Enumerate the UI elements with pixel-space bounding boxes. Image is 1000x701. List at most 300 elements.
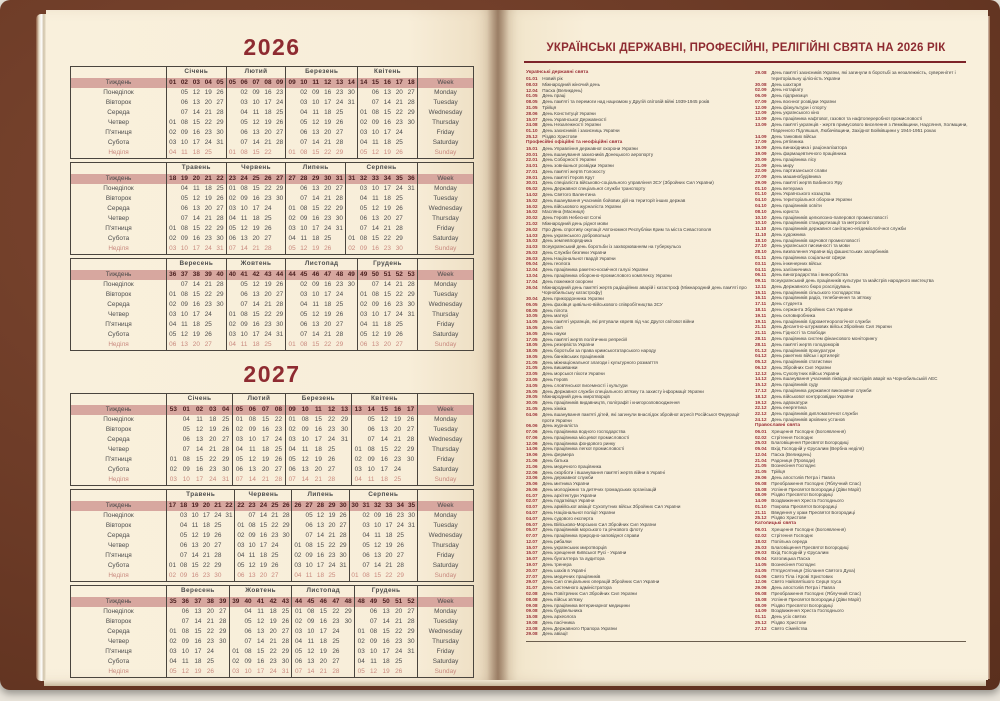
date-cell: 14 (383, 98, 391, 106)
date-cell: 27 (336, 320, 344, 328)
date-cell: 11 (252, 108, 260, 116)
holiday-entry: 15.03 День землевпорядника (526, 238, 593, 244)
holiday-date: 25.03 (755, 440, 767, 446)
holiday-date: 14.09 (755, 498, 767, 504)
holiday-entry: 12.09 День фізкультури і спорту (755, 104, 827, 110)
week-number-cell: 49 (346, 270, 358, 280)
week-number-cell: 48 (342, 597, 355, 607)
date-cell: 21 (202, 551, 210, 559)
date-cell: 13 (252, 128, 260, 136)
weekday-label-ua: П'ятниця (71, 551, 167, 561)
calendar-2026-blocks (70, 66, 474, 351)
holiday-date: 12.04 (755, 451, 767, 457)
date-cell: 09 (371, 118, 379, 126)
date-cell: 13 (316, 521, 325, 529)
holiday-date: 01.10 (755, 191, 767, 197)
date-cell: 04 (182, 415, 190, 423)
week-number-cell: 39 (229, 597, 242, 607)
date-cell: 13 (312, 128, 320, 136)
date-cell: 03 (351, 465, 364, 475)
date-cell: 15 (192, 224, 200, 232)
holiday-date: 21.04 (755, 457, 767, 463)
date-cell: 24 (204, 310, 212, 318)
date-cell: 27 (216, 204, 224, 212)
week-number-cell: 32 (372, 501, 383, 511)
holiday-entry: 20.02 День Героїв Небесної Сотні (526, 215, 602, 221)
week-number-cell: 39 (217, 597, 230, 607)
date-cell: 24 (204, 138, 212, 146)
weekday-label-en: Tuesday (418, 425, 474, 435)
date-cell: 13 (373, 551, 382, 559)
empty-date-cell (235, 511, 246, 521)
empty-date-cell (405, 667, 418, 678)
holiday-entry: 04.10 День працівників освіти (755, 202, 822, 208)
holiday-entry: 26.04 Міжнародний день пам'яті жертв радіаційних аварій і катастроф (Міжнародний день пам'яті про Чорнобильську катастрофу) (526, 284, 747, 296)
date-cell: 24 (271, 541, 279, 549)
calendar-quarter-table (70, 489, 474, 582)
holiday-entry: 06.12 День Збройних Сил України (755, 364, 831, 370)
date-cell: 25 (328, 571, 336, 579)
date-cell: 25 (395, 138, 403, 146)
date-cell: 06 (180, 541, 188, 549)
week-number-cell: 27 (274, 174, 286, 184)
date-cell: 20 (385, 551, 393, 559)
week-number-cell: 44 (292, 597, 305, 607)
holiday-date: 12.11 (755, 283, 767, 289)
date-cell: 30 (335, 214, 343, 222)
date-cell: 29 (216, 290, 224, 298)
date-cell: 15 (380, 445, 388, 453)
date-cell: 07 (292, 667, 305, 678)
date-cell: 19 (382, 667, 390, 675)
date-cell: 01 (167, 290, 179, 300)
date-cell: 18 (209, 415, 217, 423)
holiday-entry: 20.01 День вшанування захисників Донецького аеропорту (526, 151, 654, 157)
date-cell: 06 (292, 657, 305, 667)
date-cell: 15 (312, 148, 320, 156)
holiday-entry: 17.12 День працівника державної виконавчої служби (755, 387, 872, 393)
holiday-entry: 15.08 Успіння Пресвятої Богородиці (Діви Марії) (755, 486, 861, 492)
date-cell: 25 (222, 415, 230, 423)
empty-date-cell (406, 541, 417, 551)
date-cell: 30 (407, 300, 415, 308)
date-cell: 09 (312, 280, 320, 288)
date-cell: 19 (269, 617, 277, 625)
date-cell: 30 (344, 617, 352, 625)
date-cell: 12 (312, 310, 320, 318)
date-cell: 12 (371, 148, 379, 156)
date-cell: 15 (252, 310, 260, 318)
date-cell: 18 (382, 657, 390, 665)
date-cell: 12 (301, 455, 309, 463)
week-number-cell: 08 (262, 78, 274, 88)
date-cell: 04 (300, 108, 308, 116)
date-cell: 05 (286, 244, 298, 255)
holiday-entry: 23.06 День державної служби (526, 475, 594, 481)
holiday-date: 29.05 (526, 394, 538, 400)
date-cell: 06 (367, 425, 375, 433)
holiday-date: 15.08 (755, 486, 767, 492)
empty-date-cell (346, 300, 358, 310)
date-cell: 18 (383, 194, 391, 202)
date-cell: 16 (312, 214, 320, 222)
date-cell: 14 (192, 108, 200, 116)
date-cell: 22 (209, 455, 217, 463)
holiday-date: 01.10 (755, 503, 767, 509)
empty-date-cell (286, 128, 298, 138)
weekday-label-ua: П'ятниця (71, 647, 167, 657)
date-cell: 24 (209, 475, 217, 483)
date-cell: 10 (180, 244, 188, 252)
holiday-entry: 07.06 День працівника місцевої промисловості (526, 434, 630, 440)
holiday-date: 08.09 (755, 492, 767, 498)
holiday-date: 25.05 (526, 388, 538, 394)
holiday-entry: 15.12 День працівників суду (755, 382, 819, 388)
holiday-entry: 21.05 День вишиванки (526, 365, 578, 371)
holiday-entry: 22.12 День енергетика (755, 405, 807, 411)
weekday-label-en: Saturday (418, 465, 474, 475)
date-cell: 25 (395, 657, 403, 665)
holiday-date: 17.11 (755, 301, 767, 307)
month-name: Листопад (292, 586, 355, 598)
date-cell: 13 (312, 320, 320, 328)
date-cell: 30 (276, 320, 284, 328)
empty-date-cell (346, 320, 358, 330)
date-cell: 06 (240, 128, 248, 136)
date-cell: 08 (180, 118, 188, 126)
date-cell: 23 (269, 657, 277, 665)
date-cell: 01 (229, 647, 242, 657)
empty-date-cell (167, 435, 180, 445)
weekday-label-ua: Четвер (71, 118, 167, 128)
weekday-label-en: Thursday (418, 637, 474, 647)
date-cell: 14 (382, 617, 390, 625)
empty-date-cell (349, 531, 360, 541)
date-cell: 30 (407, 118, 415, 126)
holiday-date: 17.12 (755, 387, 767, 393)
week-number-cell: 19 (178, 174, 190, 184)
week-number-cell: 50 (369, 270, 381, 280)
date-cell: 05 (167, 667, 180, 678)
date-cell: 21 (394, 435, 402, 443)
holiday-entry: 06.01 Хрещення Господнє (Богоявлення) (755, 428, 846, 434)
date-cell: 10 (240, 330, 248, 338)
date-cell: 13 (380, 425, 388, 433)
holiday-entry: 22.12 День працівників дипломатичної служби (755, 411, 858, 417)
empty-date-cell (167, 607, 180, 617)
date-cell: 27 (274, 465, 283, 473)
date-cell: 04 (285, 445, 298, 455)
holiday-entry: 19.07 День тренера (526, 562, 572, 568)
date-cell: 01 (292, 607, 305, 617)
holiday-entry: 04.10 День територіальної оборони України (755, 197, 852, 203)
holiday-date: 02.07 (526, 498, 538, 504)
date-cell: 30 (340, 425, 349, 433)
date-cell: 28 (222, 445, 230, 453)
date-cell: 18 (312, 234, 320, 242)
holiday-entry: 21.11 Введення у храм Пресвятої Богородиці (755, 509, 856, 515)
date-cell: 20 (394, 425, 402, 433)
week-number-cell: 53 (167, 405, 180, 415)
empty-date-cell (167, 184, 179, 194)
date-cell: 04 (292, 637, 305, 647)
date-cell: 03 (358, 128, 370, 138)
holiday-entry: 28.11 День пам'яті жертв голодоморів (755, 341, 840, 347)
date-cell: 15 (312, 204, 320, 212)
week-number-cell: 40 (214, 270, 226, 280)
holiday-entry: 29.08 День авіації (526, 631, 568, 637)
empty-date-cell (338, 475, 351, 486)
date-cell: 14 (259, 511, 267, 519)
empty-date-cell (167, 617, 180, 627)
empty-date-cell (346, 290, 358, 300)
holiday-entry: 15.02 День вшанування учасників бойових дій на території інших держав (526, 197, 686, 203)
date-cell: 06 (233, 465, 246, 475)
weekday-label-ua: Вівторок (71, 425, 167, 435)
date-cell: 03 (285, 435, 298, 445)
week-number-cell: 16 (391, 405, 404, 415)
date-cell: 22 (385, 571, 393, 579)
week-number-cell: 40 (226, 270, 238, 280)
empty-date-cell (358, 98, 370, 108)
holiday-date: 27.09 (755, 174, 767, 180)
date-cell: 01 (226, 310, 238, 320)
date-cell: 15 (257, 647, 265, 655)
holiday-entry: 17.11 День студента (755, 301, 803, 307)
week-number-cell: 28 (298, 174, 310, 184)
date-cell: 07 (300, 330, 308, 338)
date-cell: 08 (180, 224, 188, 232)
date-cell: 02 (235, 531, 246, 541)
date-cell: 24 (396, 521, 404, 529)
date-cell: 19 (312, 244, 320, 252)
date-cell: 24 (264, 330, 272, 338)
date-cell: 25 (271, 551, 279, 559)
date-cell: 28 (395, 224, 403, 232)
date-cell: 02 (167, 300, 179, 310)
date-cell: 13 (301, 465, 309, 473)
date-cell: 11 (374, 531, 381, 539)
holiday-entry: 06.08 Преображення Господнє (Яблучний Спас) (755, 590, 862, 596)
weekday-label-en: Monday (418, 415, 474, 425)
week-number-cell: 41 (238, 270, 250, 280)
date-cell: 14 (312, 194, 320, 202)
date-cell: 04 (233, 445, 246, 455)
date-cell: 08 (307, 607, 315, 615)
week-number-cell: 18 (178, 501, 189, 511)
holiday-date: 29.06 (755, 585, 767, 591)
week-number-cell: 27 (303, 501, 314, 511)
week-label-ua: Тиждень (71, 78, 167, 88)
date-cell: 18 (192, 148, 200, 156)
weekday-label-ua: Понеділок (71, 607, 167, 617)
weekday-label-ua: Четвер (71, 214, 167, 224)
week-number-cell: 13 (351, 405, 364, 415)
date-cell: 03 (300, 290, 308, 298)
empty-date-cell (346, 148, 358, 159)
date-cell: 07 (300, 138, 308, 146)
date-cell: 22 (324, 204, 332, 212)
holiday-date: 26.06 (526, 486, 538, 492)
date-cell: 23 (206, 637, 214, 645)
date-cell: 28 (281, 637, 289, 645)
date-cell: 31 (340, 435, 349, 443)
date-cell: 23 (264, 194, 272, 202)
date-cell: 12 (252, 118, 260, 126)
calendar-page (46, 10, 498, 680)
date-cell: 22 (204, 290, 212, 298)
date-cell: 13 (312, 184, 320, 192)
date-cell: 08 (240, 184, 248, 192)
empty-date-cell (217, 657, 230, 667)
date-cell: 03 (292, 627, 305, 637)
date-cell: 04 (180, 184, 188, 192)
date-cell: 14 (380, 435, 388, 443)
holiday-date: 12.06 (526, 440, 538, 446)
holiday-entry: 13.09 День пам'яті українців - жертв примусового виселення з Лемківщини, Надсяння, Холмщини, Південного Підляшшя, Любачівщини, Західної Бойківщини у 1944-1951 роках (755, 122, 968, 133)
month-name: Січень (184, 68, 209, 76)
date-cell: 19 (383, 330, 391, 338)
weekday-label-ua: Понеділок (71, 184, 167, 194)
empty-date-cell (342, 647, 355, 657)
holiday-date: 16.02 (526, 203, 538, 209)
date-cell: 08 (240, 148, 248, 156)
date-cell: 16 (195, 465, 204, 473)
date-cell: 02 (300, 88, 308, 96)
holiday-date: 13.09 (755, 122, 767, 128)
date-cell: 04 (226, 214, 238, 224)
date-cell: 02 (167, 465, 180, 475)
holiday-date: 29.03 (755, 550, 767, 556)
date-cell: 26 (271, 561, 279, 569)
date-cell: 09 (180, 234, 188, 242)
date-cell: 02 (226, 194, 238, 204)
empty-date-cell (281, 551, 292, 561)
week-number-cell: 14 (346, 78, 358, 88)
holiday-entry: 24.01 День зовнішньої розвідки України (526, 163, 614, 169)
empty-date-cell (226, 138, 238, 148)
week-number-cell: 24 (238, 174, 250, 184)
date-cell: 04 (240, 108, 248, 116)
holiday-date: 15.07 (526, 550, 538, 556)
date-cell: 22 (206, 627, 214, 635)
date-cell: 08 (300, 204, 308, 212)
holiday-entry: 30.04 День прикордонника України (526, 296, 604, 302)
date-cell: 16 (194, 637, 202, 645)
date-cell: 27 (281, 627, 289, 635)
week-number-cell: 44 (274, 270, 286, 280)
date-cell: 26 (216, 194, 224, 202)
weekday-label-en: Friday (418, 551, 474, 561)
date-cell: 15 (252, 184, 260, 192)
date-cell: 06 (358, 340, 370, 351)
holiday-date: 27.12 (755, 625, 767, 631)
date-cell: 31 (222, 475, 230, 483)
holiday-entry: 02.02 Стрітення Господнє (755, 533, 814, 539)
date-cell: 14 (307, 667, 315, 675)
weekday-label-en: Sunday (418, 148, 474, 159)
date-cell: 02 (358, 118, 370, 128)
date-cell: 21 (319, 667, 327, 675)
date-cell: 03 (226, 204, 238, 214)
date-cell: 03 (358, 310, 370, 320)
empty-date-cell (167, 98, 179, 108)
holiday-entry: 18.12 День військової контррозвідки України (755, 393, 854, 399)
date-cell: 20 (264, 128, 272, 136)
date-cell: 25 (281, 607, 289, 615)
holiday-entry: 06.09 День підприємця (755, 93, 808, 99)
holiday-date: 05.05 (526, 301, 538, 307)
date-cell: 03 (167, 475, 180, 486)
week-number-cell: 47 (330, 597, 343, 607)
date-cell: 08 (180, 561, 188, 569)
date-cell: 27 (395, 214, 403, 222)
weekday-label-en: Monday (418, 607, 474, 617)
date-cell: 20 (328, 521, 336, 529)
holiday-date: 25.12 (526, 133, 538, 139)
weekday-label-ua: Понеділок (71, 511, 167, 521)
empty-date-cell (286, 320, 298, 330)
date-cell: 02 (229, 657, 242, 667)
empty-date-cell (167, 541, 178, 551)
date-cell: 11 (301, 445, 309, 453)
holiday-entry: 19.06 День фермера (526, 452, 574, 458)
date-cell: 03 (292, 561, 303, 571)
empty-date-cell (226, 300, 238, 310)
date-cell: 07 (367, 435, 375, 443)
holiday-date: 04.10 (755, 197, 767, 203)
date-cell: 30 (407, 455, 415, 463)
holiday-entry: 05.04 Католицька Пасха (755, 556, 811, 562)
weekday-label-en: Thursday (418, 118, 474, 128)
date-cell: 25 (274, 445, 283, 453)
date-cell: 23 (395, 300, 403, 308)
date-cell: 08 (244, 647, 252, 655)
date-cell: 16 (382, 637, 390, 645)
holiday-entry: 09.08 День працівника ветеринарної медицини (526, 602, 630, 608)
date-cell: 30 (339, 551, 347, 559)
weekday-label-en: Monday (418, 184, 474, 194)
date-cell: 17 (383, 128, 391, 136)
holiday-entry: 17.04 День пожежної охорони (526, 278, 593, 284)
holiday-date: 06.06 (526, 423, 538, 429)
date-cell: 16 (324, 88, 332, 96)
empty-date-cell (334, 234, 346, 244)
date-cell: 26 (276, 280, 284, 288)
date-cell: 19 (314, 455, 322, 463)
date-cell: 13 (191, 541, 199, 549)
holiday-date: 21.06 (526, 457, 538, 463)
date-cell: 18 (259, 551, 267, 559)
holiday-date: 03.07 (526, 504, 538, 510)
weekday-label-en: Friday (418, 320, 474, 330)
empty-date-cell (281, 561, 292, 571)
week-number-cell: 10 (298, 78, 310, 88)
date-cell: 26 (222, 425, 230, 433)
holiday-date: 08.08 (526, 596, 538, 602)
empty-date-cell (226, 118, 238, 128)
week-number-cell: 12 (322, 78, 334, 88)
date-cell: 10 (180, 138, 188, 146)
date-cell: 11 (372, 320, 379, 328)
week-number-cell: 04 (202, 78, 214, 88)
empty-date-cell (405, 194, 417, 204)
holiday-date: 07.09 (755, 98, 767, 104)
date-cell: 14 (195, 445, 204, 453)
date-cell: 01 (346, 234, 358, 244)
date-cell: 15 (371, 234, 379, 242)
date-cell: 05 (244, 617, 252, 625)
